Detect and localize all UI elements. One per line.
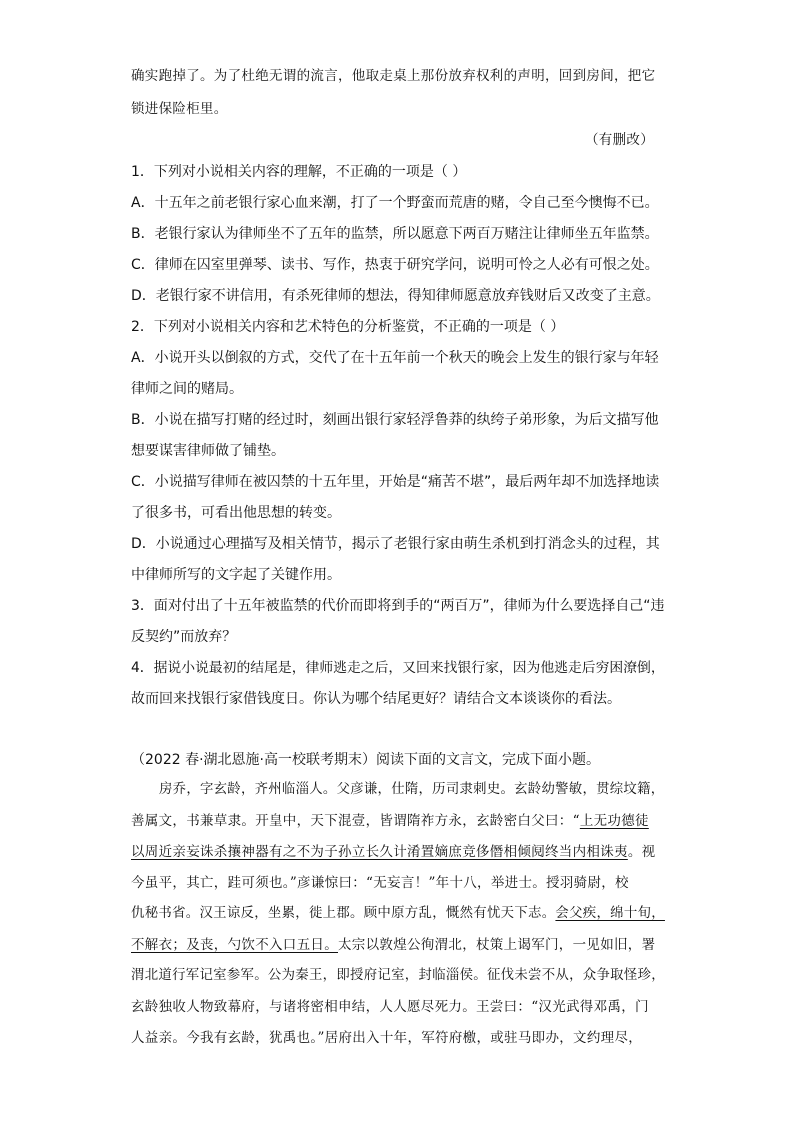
classical-text-line xyxy=(131,904,665,924)
question-2-option-c: C．小说描写律师在被囚禁的十五年里，开始是“痛苦不堪”，最后两年却不加选择地读 xyxy=(131,474,660,490)
question-3: 3．面对付出了十五年被监禁的代价而即将到手的“两百万”，律师为什么要选择自己“违 xyxy=(131,598,665,614)
classical-text-line: 房乔，字玄龄，齐州临淄人。父彦谦，仕隋，历司隶刺史。玄龄幼警敏，贯综坟籍， xyxy=(159,782,665,797)
underlined-sentence: 上无功德徒 xyxy=(579,813,649,829)
question-1-stem: 1．下列对小说相关内容的理解，不正确的一项是（ ） xyxy=(131,164,467,180)
story-text-line: 确实跑掉了。为了杜绝无谓的流言，他取走桌上那份放弃权利的声明，回到房间，把它 xyxy=(131,68,656,84)
question-2-option-a-cont: 律师之间的赌局。 xyxy=(131,381,243,397)
story-text-line: 锁进保险柜里。 xyxy=(131,101,228,117)
revision-note: （有删改） xyxy=(585,132,654,148)
classical-text-line xyxy=(131,935,655,955)
question-4-cont: 故而回来找银行家借钱度日。你认为哪个结尾更好？请结合文本谈谈你的看法。 xyxy=(131,691,621,707)
classical-text-segment: 仇秘书省。汉王谅反，坐累，徙上郡。顾中原方乱，慨然有忧天下志。 xyxy=(131,906,556,921)
underlined-sentence: 会父疾，绵十旬， xyxy=(555,906,665,921)
classical-text-line xyxy=(131,842,655,862)
question-2-option-d-cont: 中律师所写的文字起了关键作用。 xyxy=(131,567,341,583)
question-4: 4．据说小说最初的结尾是，律师逃走之后，又回来找银行家，因为他逃走后穷困潦倒， xyxy=(131,660,665,676)
underlined-sentence: 不解衣；及丧，勺饮不入口五日。 xyxy=(131,937,338,953)
classical-text-line: 人益亲。今我有玄龄，犹禹也。”居府出入十年，军符府檄，或驻马即办，文约理尽， xyxy=(131,1030,643,1046)
classical-text-segment: 太宗以敦煌公徇渭北，杖策上谒军门，一见如旧，署 xyxy=(338,937,656,953)
classical-text-segment: 善属文，书兼草隶。开皇中，天下混壹，皆谓隋祚方永，玄龄密白父曰：“ xyxy=(131,813,580,829)
question-2-option-c-cont: 了很多书，可看出他思想的转变。 xyxy=(131,505,341,521)
question-3-cont: 反契约”而放弃？ xyxy=(131,629,237,645)
question-1-option-b: B．老银行家认为律师坐不了五年的监禁，所以愿意下两百万赌注让律师坐五年监禁。 xyxy=(131,226,659,242)
question-2-option-d: D．小说通过心理描写及相关情节，揭示了老银行家由萌生杀机到打消念头的过程，其 xyxy=(131,536,660,552)
question-2-option-a: A．小说开头以倒叙的方式，交代了在十五年前一个秋天的晚会上发生的银行家与年轻 xyxy=(131,350,659,366)
question-2-option-b: B．小说在描写打赌的经过时，刻画出银行家轻浮鲁莽的纨绔子弟形象，为后文描写他 xyxy=(131,412,659,428)
classical-text-line: 今虽平，其亡，跬可须也。”彦谦惊曰：“无妄言！”年十八，举进士。授羽骑尉，校 xyxy=(131,875,629,891)
underlined-sentence: 以周近亲妄诛杀攘神器有之不为子孙立长久计淆置嫡庶竞侈僭相倾阋终当内相诛夷 xyxy=(131,844,628,860)
classical-text-line xyxy=(131,811,649,831)
classical-text-line: 渭北道行军记室参军。公为秦王，即授府记室，封临淄侯。征伐未尝不从，众争取怪珍， xyxy=(131,968,665,983)
question-2-stem: 2．下列对小说相关内容和艺术特色的分析鉴赏，不正确的一项是（ ） xyxy=(131,319,565,335)
question-1-option-a: A．十五年之前老银行家心血来潮，打了一个野蛮而荒唐的赌，令自己至今懊悔不已。 xyxy=(131,195,659,211)
question-1-option-c: C．律师在囚室里弹琴、读书、写作，热衷于研究学问，说明可怜之人必有可恨之处。 xyxy=(131,257,659,273)
question-1-option-d: D．老银行家不讲信用，有杀死律师的想法，得知律师愿意放弃钱财后又改变了主意。 xyxy=(131,288,660,304)
classical-text-segment: 。视 xyxy=(627,844,656,860)
classical-text-line: 玄龄独收人物致幕府，与诸将密相申结，人人愿尽死力。王尝曰：“汉光武得邓禹，门 xyxy=(131,999,649,1015)
question-2-option-b-cont: 想要谋害律师做了铺垫。 xyxy=(131,443,285,459)
classical-section-heading: （2022 春·湖北恩施·高一校联考期末）阅读下面的文言文，完成下面小题。 xyxy=(131,752,600,768)
